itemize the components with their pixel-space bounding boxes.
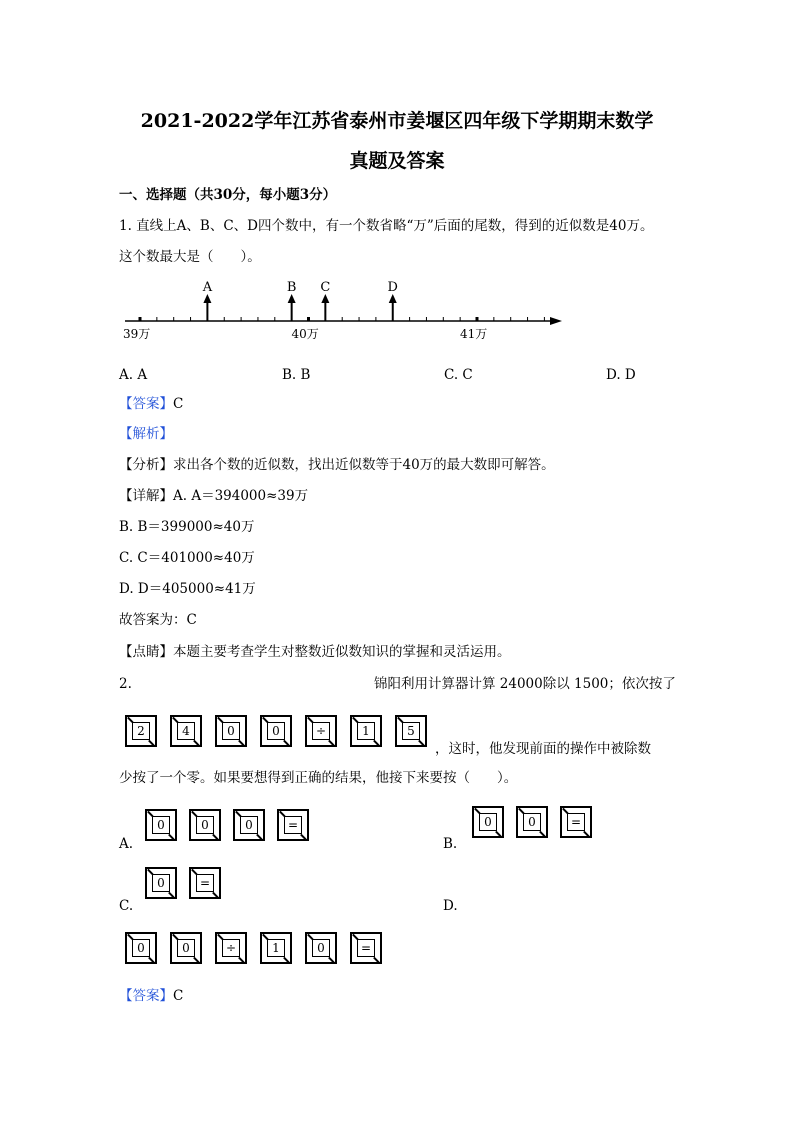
key-label: 0: [222, 722, 240, 740]
q1-option-b: B. B: [282, 367, 311, 383]
q2-number: 2.: [119, 676, 132, 692]
calculator-key: [560, 806, 592, 838]
q1-text-2: 这个数最大是（ ）。: [119, 249, 261, 265]
key-label: =: [284, 816, 302, 834]
major-tick: [307, 317, 310, 321]
detail-line: A. A＝394000≈39万: [173, 488, 309, 504]
point-label: B: [286, 280, 297, 295]
detail-line: D. D＝405000≈41万: [119, 581, 256, 597]
calculator-key: [260, 715, 292, 747]
answer-value: C: [173, 988, 184, 1004]
calculator-key: [170, 715, 202, 747]
comment-tag: 【点睛】: [119, 644, 173, 660]
q2-option-d-keys: [125, 932, 382, 964]
major-tick: [476, 317, 479, 321]
key-label: =: [196, 874, 214, 892]
key-label: =: [567, 813, 585, 831]
answer-tag: 【答案】: [119, 988, 173, 1004]
point-label: D: [387, 280, 398, 295]
key-label: ÷: [312, 722, 330, 740]
calculator-key: [350, 715, 382, 747]
q2-answer: [119, 987, 183, 1005]
key-label: 1: [267, 939, 285, 957]
q1-text-1: 1. 直线上A、B、C、D四个数中，有一个数省略“万”后面的尾数，得到的近似数是40万。: [119, 218, 654, 234]
tick-label: 41万: [460, 327, 488, 341]
key-label: 1: [357, 722, 375, 740]
calculator-key: [260, 932, 292, 964]
point-arrow-head: [203, 294, 211, 303]
calculator-key: [125, 715, 157, 747]
detail-line: B. B＝399000≈40万: [119, 519, 255, 535]
calculator-key: [233, 809, 265, 841]
key-label: 5: [402, 722, 420, 740]
tick-label: 40万: [291, 327, 319, 341]
q1-option-a: A. A: [119, 367, 148, 383]
answer-value: C: [173, 396, 184, 412]
q2-option-b-label: B.: [443, 836, 458, 852]
calculator-key: [472, 806, 504, 838]
point-arrow-head: [288, 294, 296, 303]
calculator-key: [125, 932, 157, 964]
answer-tag: 【答案】: [119, 396, 173, 412]
key-label: 0: [523, 813, 541, 831]
q1-answer: [119, 395, 183, 413]
fenxi-text: 求出各个数的近似数，找出近似数等于40万的最大数即可解答。: [173, 457, 555, 473]
key-label: 0: [267, 722, 285, 740]
arrow-head: [550, 317, 562, 325]
key-label: 0: [152, 874, 170, 892]
calculator-key: [189, 867, 221, 899]
q2-text-2: ，这时，他发现前面的操作中被除数: [435, 741, 651, 757]
calculator-key: [516, 806, 548, 838]
key-label: 0: [132, 939, 150, 957]
title-line-1: 2021-2022学年江苏省泰州市姜堰区四年级下学期期末数学: [140, 110, 654, 132]
key-label: 0: [479, 813, 497, 831]
detail-line: C. C＝401000≈40万: [119, 550, 255, 566]
q1-fenxi: [119, 456, 555, 474]
key-label: 0: [240, 816, 258, 834]
calculator-key: [145, 867, 177, 899]
calculator-key: [215, 715, 247, 747]
number-line: [0, 0, 794, 360]
key-label: ÷: [222, 939, 240, 957]
detail-tag: 【详解】: [119, 488, 173, 504]
key-label: 0: [196, 816, 214, 834]
q1-detail: [119, 487, 308, 505]
calculator-key: [395, 715, 427, 747]
point-label: A: [202, 280, 213, 295]
key-label: =: [357, 939, 375, 957]
q1-option-d: D. D: [606, 367, 636, 383]
calculator-key: [305, 932, 337, 964]
title-line-2: 真题及答案: [349, 150, 445, 172]
calculator-key: [305, 715, 337, 747]
point-label: C: [320, 280, 331, 295]
analysis-tag: 【解析】: [119, 426, 173, 442]
major-tick: [139, 317, 142, 321]
q2-option-c-label: C.: [119, 898, 134, 914]
key-label: 2: [132, 722, 150, 740]
conclusion: 故答案为：C: [119, 612, 197, 628]
q2-text-1: 锦阳利用计算器计算 24000除以 1500；依次按了: [374, 676, 676, 692]
calculator-key: [145, 809, 177, 841]
q2-text-3: 少按了一个零。如果要想得到正确的结果，他接下来要按（ ）。: [119, 770, 518, 786]
section-heading: 一、选择题（共30分，每小题3分）: [119, 187, 337, 203]
tick-label: 39万: [123, 327, 151, 341]
q2-option-a-label: A.: [119, 836, 134, 852]
q2-option-b-keys: [472, 806, 592, 838]
fenxi-tag: 【分析】: [119, 457, 173, 473]
q2-option-a-keys: [145, 809, 309, 841]
q1-option-c: C. C: [444, 367, 473, 383]
key-label: 4: [177, 722, 195, 740]
point-arrow-head: [321, 294, 329, 303]
q2-key-sequence: [125, 715, 427, 747]
point-arrow-head: [389, 294, 397, 303]
calculator-key: [277, 809, 309, 841]
comment-text: 本题主要考查学生对整数近似数知识的掌握和灵活运用。: [173, 644, 511, 660]
calculator-key: [215, 932, 247, 964]
key-label: 0: [312, 939, 330, 957]
calculator-key: [189, 809, 221, 841]
calculator-key: [350, 932, 382, 964]
q1-comment: [119, 643, 511, 661]
key-label: 0: [177, 939, 195, 957]
calculator-key: [170, 932, 202, 964]
key-label: 0: [152, 816, 170, 834]
q2-option-c-keys: [145, 867, 221, 899]
q2-option-d-label: D.: [443, 898, 458, 914]
